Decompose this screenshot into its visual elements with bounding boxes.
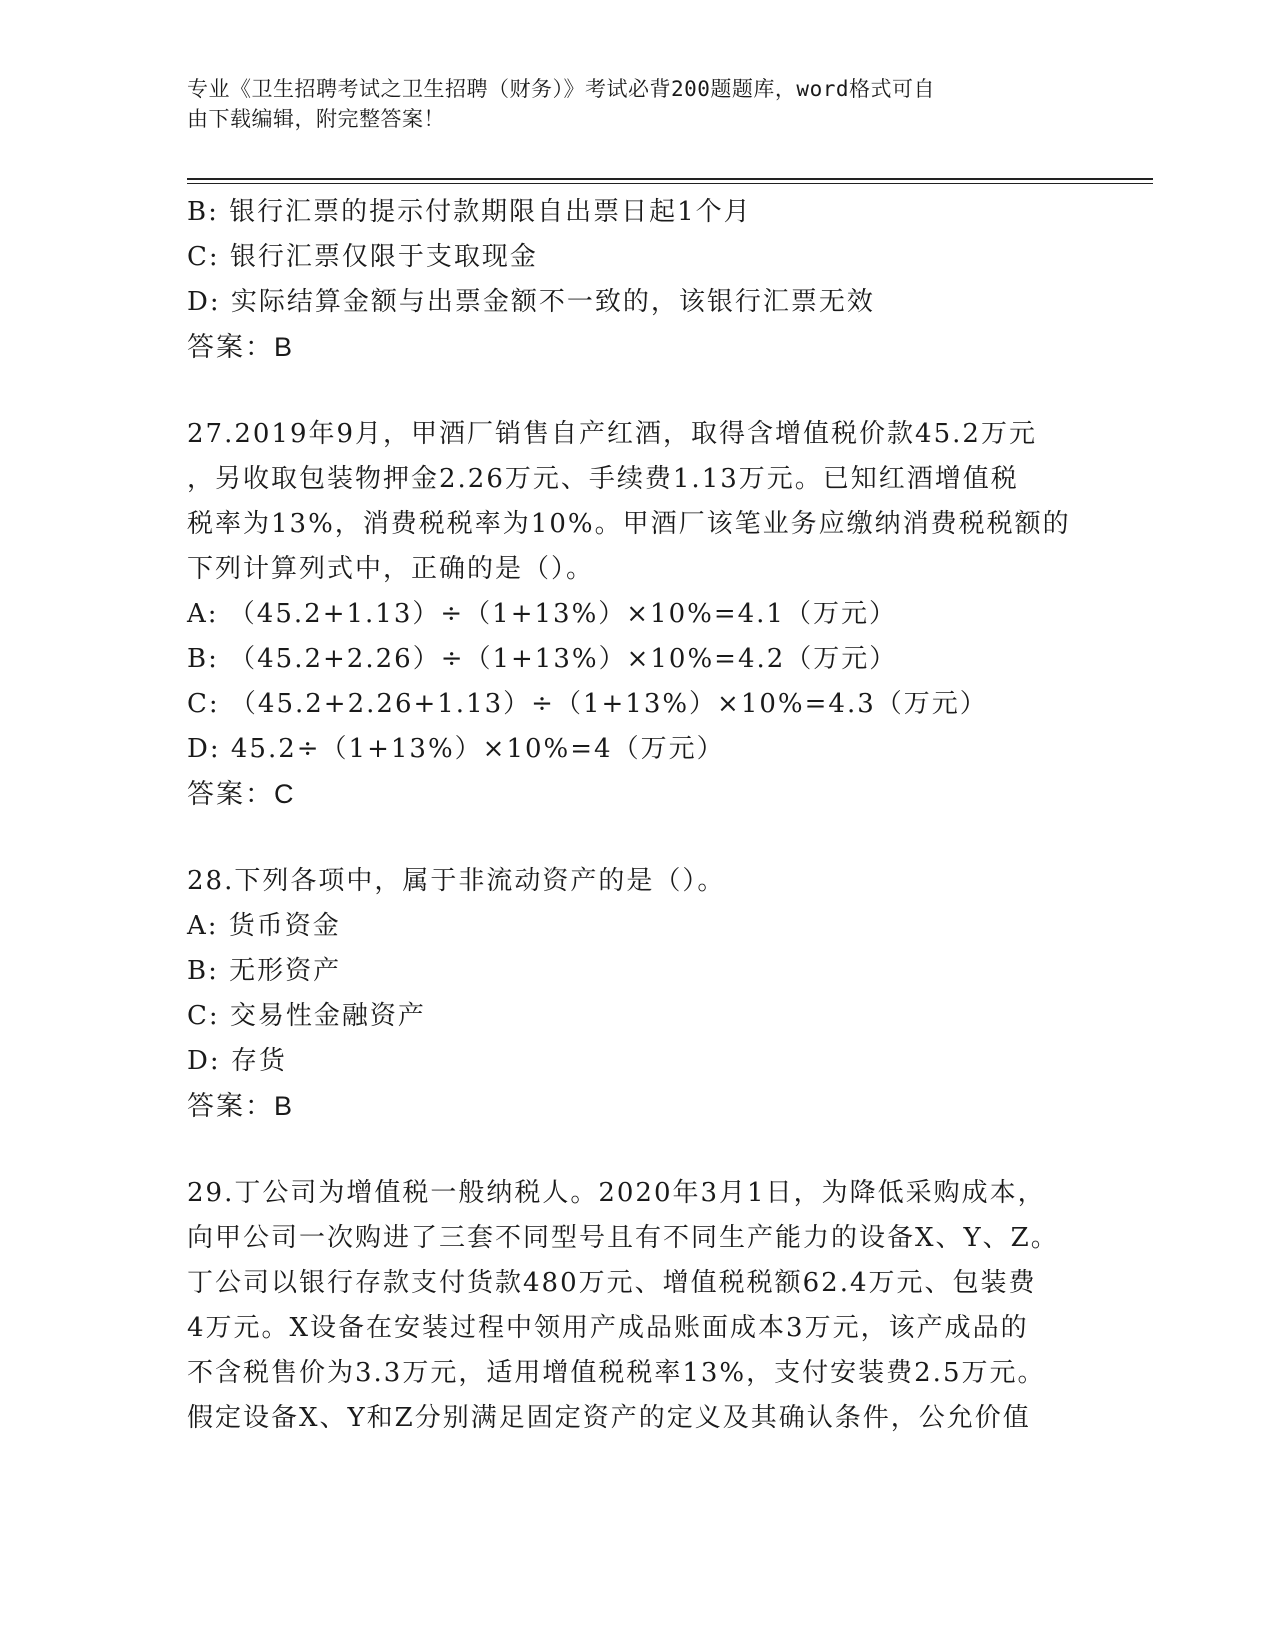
spacer [187, 1129, 1087, 1171]
question-28-block [187, 859, 1087, 1129]
q26-answer: 答案：B [187, 332, 295, 362]
header-divider-bottom [187, 183, 1153, 184]
header-divider-top [187, 178, 1153, 180]
q29-stem-line: 丁公司以银行存款支付货款480万元、增值税税额62.4万元、包装费 [187, 1268, 1037, 1298]
document-header [187, 74, 1067, 134]
q28-option-b: B: 无形资产 [187, 956, 342, 986]
q27-option-b: B: （45.2+2.26）÷（1+13%）×10%=4.2（万元） [187, 644, 898, 674]
q29-stem-line: 29.丁公司为增值税一般纳税人。2020年3月1日，为降低采购成本， [187, 1178, 1046, 1208]
q27-stem-line: 下列计算列式中，正确的是（）。 [187, 554, 595, 584]
q27-stem-line: 27.2019年9月，甲酒厂销售自产红酒，取得含增值税价款45.2万元 [187, 419, 1037, 449]
spacer [187, 817, 1087, 859]
q27-option-a: A: （45.2+1.13）÷（1+13%）×10%=4.1（万元） [187, 599, 897, 629]
spacer [187, 370, 1087, 412]
header-line-2: 由下载编辑，附完整答案！ [187, 107, 445, 131]
q28-stem: 28.下列各项中，属于非流动资产的是（）。 [187, 866, 726, 896]
q28-option-d: D: 存货 [187, 1046, 287, 1076]
q27-option-c: C: （45.2+2.26+1.13）÷（1+13%）×10%=4.3（万元） [187, 689, 988, 719]
q26-option-d: D: 实际结算金额与出票金额不一致的，该银行汇票无效 [187, 287, 875, 317]
q26-option-b: B: 银行汇票的提示付款期限自出票日起1个月 [187, 197, 752, 227]
question-29-block [187, 1171, 1087, 1441]
question-26-block [187, 190, 1087, 370]
question-27-block [187, 412, 1087, 817]
q27-answer: 答案：C [187, 779, 296, 809]
header-line-1: 专业《卫生招聘考试之卫生招聘（财务）》考试必背200题题库，word格式可自 [187, 77, 935, 101]
q27-stem-line: 税率为13%，消费税税率为10%。甲酒厂该笔业务应缴纳消费税税额的 [187, 509, 1071, 539]
question-content [187, 190, 1087, 1441]
q26-option-c: C: 银行汇票仅限于支取现金 [187, 242, 538, 272]
q28-option-a: A: 货币资金 [187, 911, 341, 941]
q29-stem-line: 假定设备X、Y和Z分别满足固定资产的定义及其确认条件，公允价值 [187, 1403, 1031, 1433]
q27-stem-line: ，另收取包装物押金2.26万元、手续费1.13万元。已知红酒增值税 [187, 464, 1019, 494]
q29-stem-line: 向甲公司一次购进了三套不同型号且有不同生产能力的设备X、Y、Z。 [187, 1223, 1059, 1253]
q29-stem-line: 4万元。X设备在安装过程中领用产成品账面成本3万元，该产成品的 [187, 1313, 1029, 1343]
q29-stem-line: 不含税售价为3.3万元，适用增值税税率13%，支付安装费2.5万元。 [187, 1358, 1046, 1388]
q28-option-c: C: 交易性金融资产 [187, 1001, 426, 1031]
q28-answer: 答案：B [187, 1091, 295, 1121]
q27-option-d: D: 45.2÷（1+13%）×10%=4（万元） [187, 734, 725, 764]
